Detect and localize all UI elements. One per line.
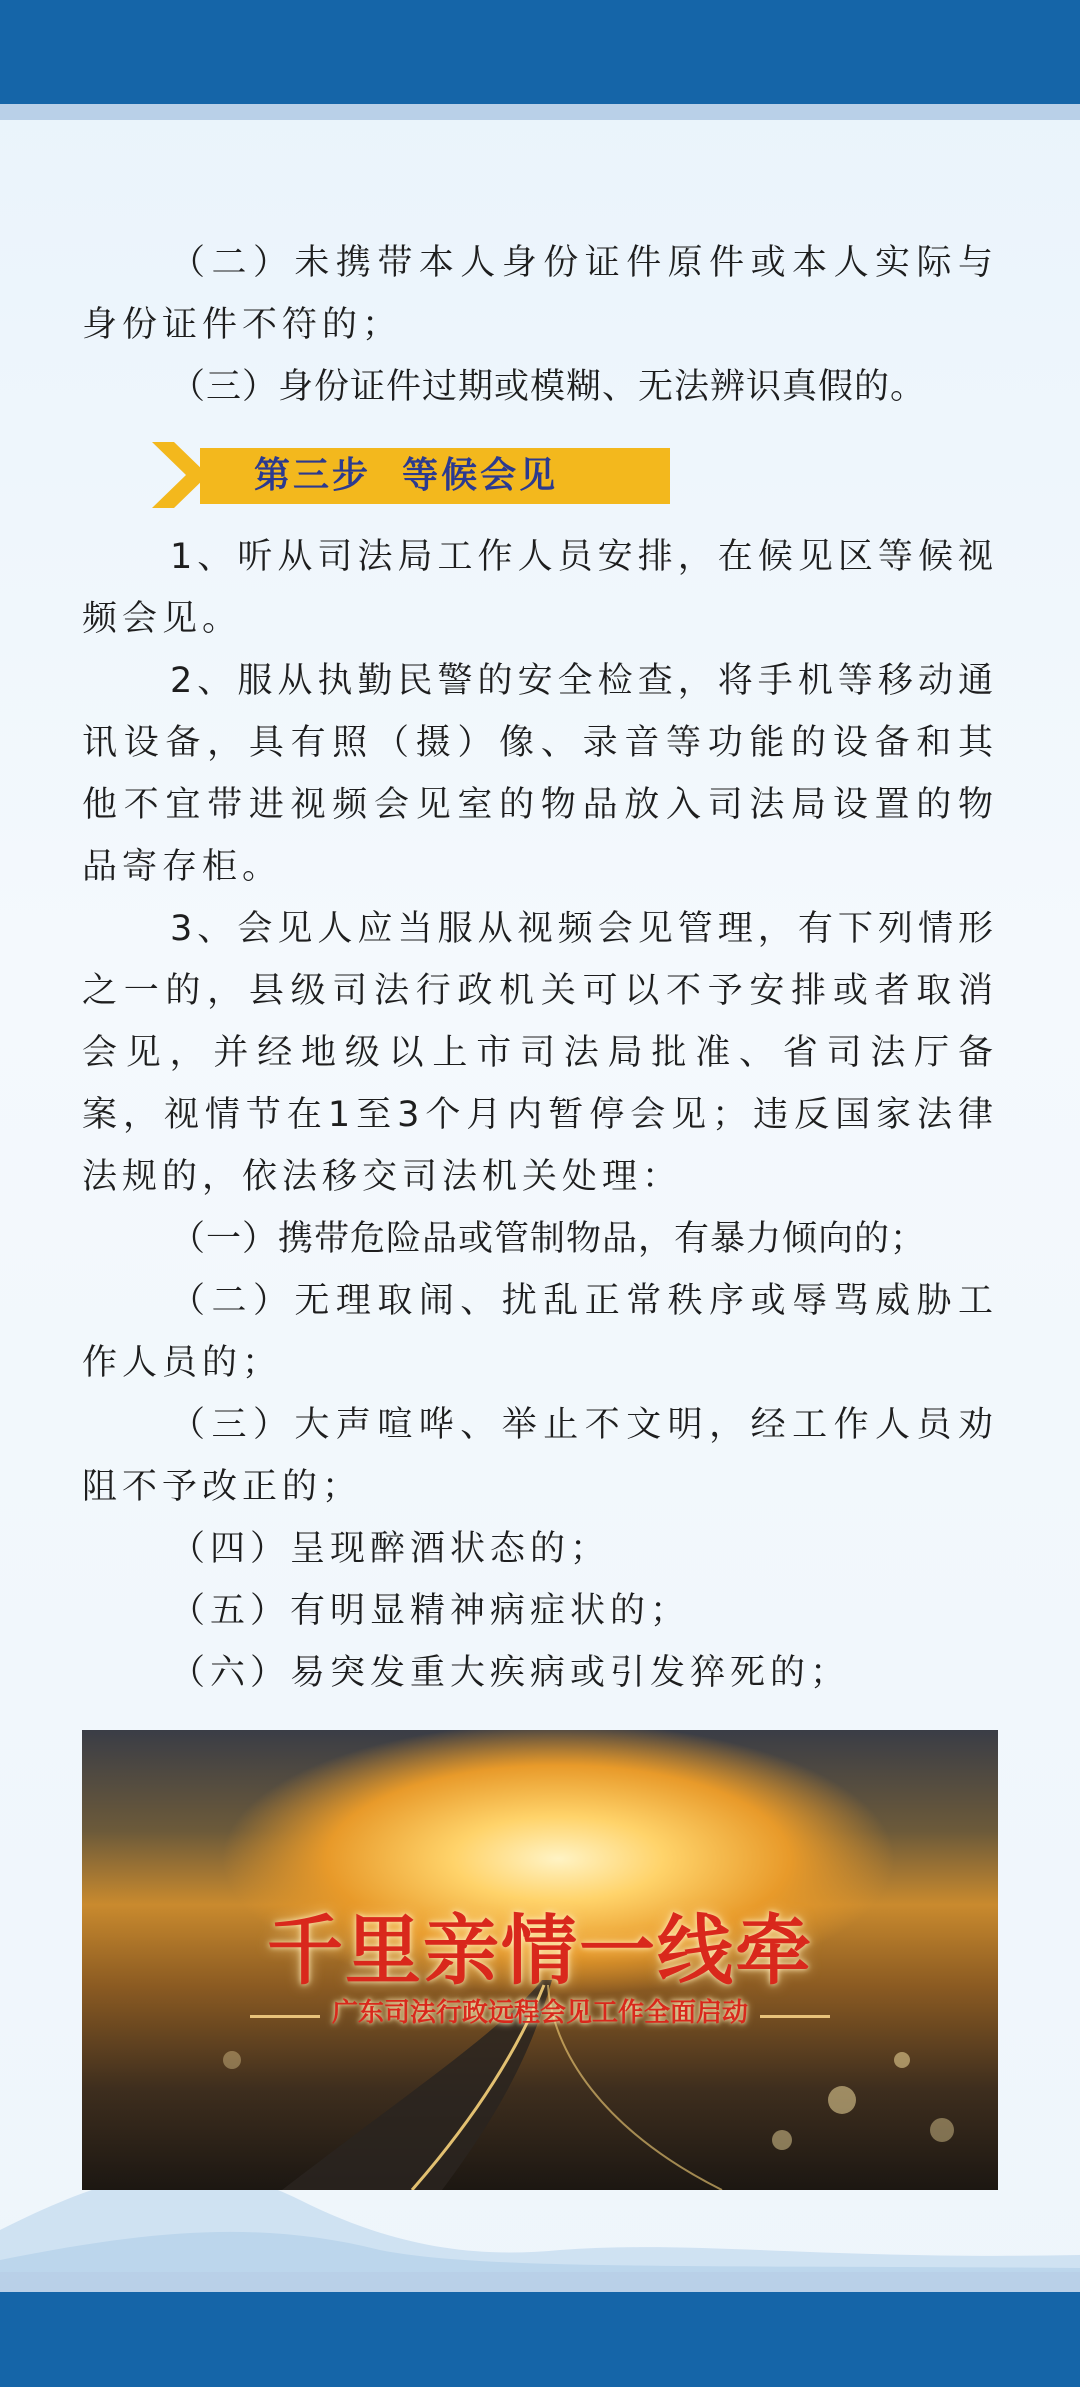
paragraph: （四）呈现醉酒状态的； [170,1529,611,1569]
header-bar [0,0,1080,104]
hero-image [82,1730,998,2190]
hero-title: 千里亲情一线牵 [267,1906,813,1995]
footer-stripe [0,2272,1080,2292]
paragraph: 1、听从司法局工作人员安排，在候见区等候视频会见。 [82,537,998,639]
paragraph: （三）身份证件过期或模糊、无法辨识真假的。 [170,367,927,407]
paragraph: 2、服从执勤民警的安全检查，将手机等移动通讯设备，具有照（摄）像、录音等功能的设备和其他不宜带进视频会见室的物品放入司法局设置的物品寄存柜。 [82,661,998,887]
article-body [82,232,998,1704]
paragraph: （二）无理取闹、扰乱正常秩序或辱骂威胁工作人员的； [82,1281,998,1383]
hero-subtitle: 广东司法行政远程会见工作全面启动 [331,1998,748,2028]
paragraph: （六）易突发重大疾病或引发猝死的； [170,1653,851,1693]
paragraph: （二）未携带本人身份证件原件或本人实际与身份证件不符的； [82,243,998,345]
footer-bar [0,2292,1080,2387]
hero-subtitle-row [82,1992,998,2029]
divider-line [250,2015,320,2018]
paragraph: （五）有明显精神病症状的； [170,1591,691,1631]
step-3-header [82,436,998,514]
step-title: 第三步 等候会见 [254,455,559,496]
header-stripe [0,104,1080,120]
divider-line [760,2015,830,2018]
paragraph: （一）携带危险品或管制物品，有暴力倾向的； [170,1219,927,1259]
paragraph: （三）大声喧哗、举止不文明，经工作人员劝阻不予改正的； [82,1405,998,1507]
paragraph: 3、会见人应当服从视频会见管理，有下列情形之一的，县级司法行政机关可以不予安排或者取消会见，并经地级以上市司法局批准、省司法厅备案，视情节在1至3个月内暂停会见；违反国家法律法规的，依法移交司法机关处理： [82,909,998,1197]
